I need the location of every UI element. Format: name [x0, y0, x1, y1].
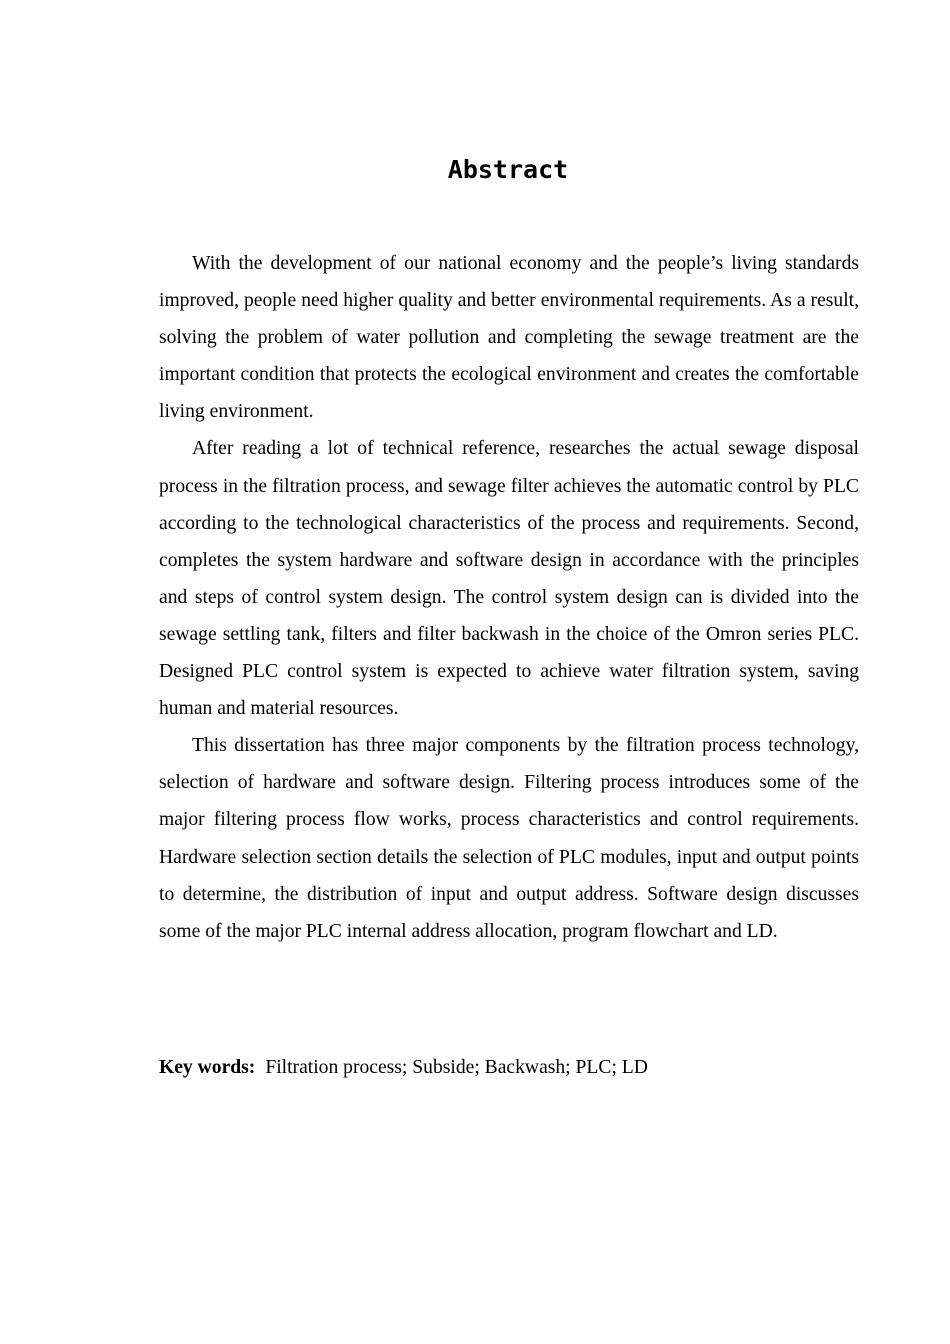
abstract-paragraph-2: After reading a lot of technical reference, researches the actual sewage disposal process in the filtration process, and sewage filter achieves the automatic control by PLC according to the technological characteristics of the process and requirements. Second, completes the system hardware and software design in accordance with the principles and steps of control system design. The control system design can is divided into the sewage settling tank, filters and filter backwash in the choice of the Omron series PLC. Designed PLC control system is expected to achieve water filtration system, saving human and material resources.: [159, 438, 859, 720]
abstract-paragraph-3: This dissertation has three major components by the filtration process technology, selection of hardware and software design. Filtering process introduces some of the major filtering process flow works, process characteristics and control requirements. Hardware selection section details the selection of PLC modules, input and output points to determine, the distribution of input and output address. Software design discusses some of the major PLC internal address allocation, program flowchart and LD.: [159, 735, 859, 942]
abstract-title: Abstract: [447, 155, 569, 184]
abstract-paragraph-1: With the development of our national economy and the people’s living standards improved, people need higher quality and better environmental requirements. As a result, solving the problem of water pollution and completing the sewage treatment are the important condition that protects the ecological environment and creates the comfortable living environment.: [159, 253, 859, 423]
abstract-body: [159, 245, 859, 950]
keywords-line: [159, 1049, 859, 1086]
keywords-label: Key words:: [159, 1057, 256, 1078]
keywords-value: Filtration process; Subside; Backwash; PLC; LD: [265, 1057, 648, 1078]
